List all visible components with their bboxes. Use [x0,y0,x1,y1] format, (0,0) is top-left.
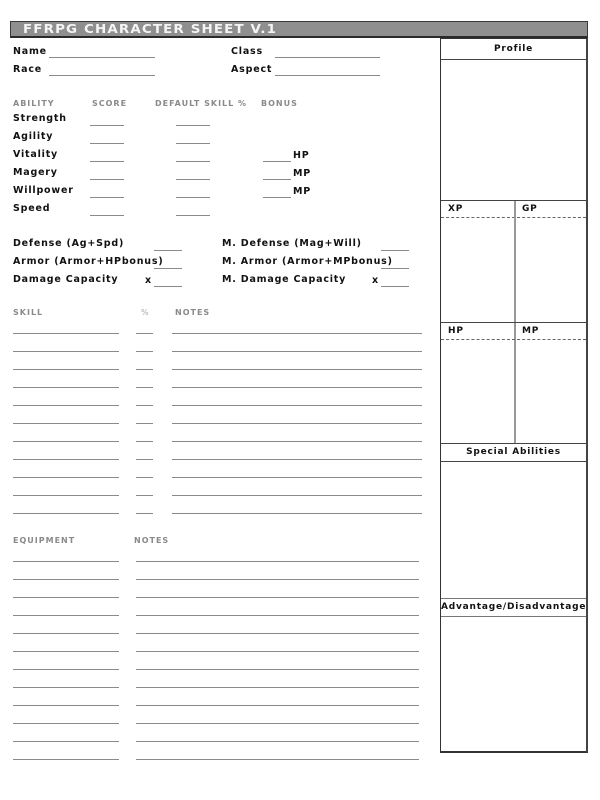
skill-notes-field[interactable] [172,369,422,370]
skill-name-field[interactable] [13,369,119,370]
equipment-notes-field[interactable] [136,741,419,742]
equipment-notes-field[interactable] [136,651,419,652]
default-skill-field[interactable] [176,215,210,216]
skill-percent-field[interactable] [136,387,153,388]
skill-notes-field[interactable] [172,513,422,514]
divider [441,443,586,444]
equipment-notes-field[interactable] [136,615,419,616]
derived-field[interactable] [381,268,409,269]
skill-name-field[interactable] [13,387,119,388]
ability-name: Agility [13,131,54,142]
skill-percent-field[interactable] [136,333,153,334]
score-field[interactable] [90,125,124,126]
derived-label: Armor (Armor+HPbonus) [13,256,164,267]
ability-name: Strength [13,113,67,124]
skill-name-field[interactable] [13,441,119,442]
equipment-name-field[interactable] [13,723,119,724]
skill-percent-field[interactable] [136,495,153,496]
bonus-unit: HP [293,150,310,161]
equipment-name-field[interactable] [13,633,119,634]
special-abilities-heading: Special Abilities [466,447,561,457]
equipment-notes-field[interactable] [136,669,419,670]
skill-notes-header: NOTES [175,308,211,317]
skill-name-field[interactable] [13,405,119,406]
bonus-unit: MP [293,168,312,179]
derived-label: Damage Capacity [13,274,119,285]
default-skill-field[interactable] [176,197,210,198]
skill-name-field[interactable] [13,351,119,352]
profile-heading: Profile [493,44,533,54]
skill-percent-header: % [141,308,150,317]
skill-notes-field[interactable] [172,351,422,352]
special-abilities-box[interactable] [441,462,586,597]
gp-label: GP [522,204,538,214]
default-skill-field[interactable] [176,179,210,180]
bonus-field[interactable] [263,161,291,162]
equipment-notes-field[interactable] [136,597,419,598]
skill-notes-field[interactable] [172,423,422,424]
skill-percent-field[interactable] [136,405,153,406]
skill-name-field[interactable] [13,333,119,334]
skill-percent-field[interactable] [136,477,153,478]
name-field[interactable] [49,57,155,58]
skill-notes-field[interactable] [172,333,422,334]
skill-name-field[interactable] [13,477,119,478]
equipment-name-field[interactable] [13,651,119,652]
bonus-field[interactable] [263,197,291,198]
default-skill-field[interactable] [176,125,210,126]
gp-field[interactable] [516,218,586,320]
equipment-name-field[interactable] [13,615,119,616]
score-field[interactable] [90,179,124,180]
race-label: Race [13,64,43,75]
skill-name-field[interactable] [13,459,119,460]
skill-notes-field[interactable] [172,495,422,496]
derived-label: Defense (Ag+Spd) [13,238,125,249]
equipment-header: EQUIPMENT [13,536,76,545]
skill-name-field[interactable] [13,423,119,424]
equipment-name-field[interactable] [13,741,119,742]
score-field[interactable] [90,215,124,216]
skill-percent-field[interactable] [136,441,153,442]
skill-percent-field[interactable] [136,459,153,460]
mp-label: MP [522,326,540,336]
default-skill-field[interactable] [176,143,210,144]
hp-field[interactable] [441,340,513,443]
default-skill-header: DEFAULT SKILL % [155,99,248,108]
skill-name-field[interactable] [13,495,119,496]
equipment-name-field[interactable] [13,561,119,562]
skill-notes-field[interactable] [172,441,422,442]
sidebar-panel [440,38,588,753]
equipment-notes-field[interactable] [136,723,419,724]
name-label: Name [13,46,47,57]
equipment-name-field[interactable] [13,669,119,670]
equipment-notes-field[interactable] [136,759,419,760]
advantage-heading: Advantage/Disadvantage [441,602,587,612]
aspect-field[interactable] [275,75,380,76]
default-skill-field[interactable] [176,161,210,162]
score-field[interactable] [90,143,124,144]
score-field[interactable] [90,197,124,198]
derived-field[interactable] [381,286,409,287]
skill-notes-field[interactable] [172,477,422,478]
xp-field[interactable] [441,218,513,320]
equipment-name-field[interactable] [13,759,119,760]
bonus-header: BONUS [261,99,298,108]
skill-percent-field[interactable] [136,423,153,424]
mp-field[interactable] [516,340,586,443]
bonus-field[interactable] [263,179,291,180]
class-field[interactable] [275,57,380,58]
ability-name: Magery [13,167,58,178]
skill-percent-field[interactable] [136,369,153,370]
title-bar [10,21,588,38]
derived-field[interactable] [381,250,409,251]
score-field[interactable] [90,161,124,162]
aspect-label: Aspect [231,64,273,75]
derived-label: M. Armor (Armor+MPbonus) [222,256,393,267]
sheet-title: FFRPG CHARACTER SHEET V.1 [23,22,278,36]
bonus-unit: MP [293,186,312,197]
equipment-name-field[interactable] [13,579,119,580]
multiplier-prefix: x [145,275,152,286]
derived-label: M. Damage Capacity [222,274,347,285]
derived-field[interactable] [154,268,182,269]
advantage-box[interactable] [441,617,586,749]
multiplier-prefix: x [372,275,379,286]
skill-name-field[interactable] [13,513,119,514]
equipment-notes-field[interactable] [136,687,419,688]
xp-label: XP [448,204,464,214]
skill-notes-field[interactable] [172,405,422,406]
ability-name: Speed [13,203,51,214]
profile-box[interactable] [441,60,586,200]
ability-name: Vitality [13,149,59,160]
equipment-name-field[interactable] [13,687,119,688]
skill-percent-field[interactable] [136,513,153,514]
equipment-notes-field[interactable] [136,579,419,580]
derived-field[interactable] [154,286,182,287]
skill-notes-field[interactable] [172,387,422,388]
equipment-notes-field[interactable] [136,561,419,562]
equipment-name-field[interactable] [13,597,119,598]
equipment-name-field[interactable] [13,705,119,706]
score-header: SCORE [92,99,128,108]
derived-label: M. Defense (Mag+Will) [222,238,362,249]
divider [441,322,586,323]
divider [441,598,586,599]
equipment-notes-field[interactable] [136,633,419,634]
equipment-notes-header: NOTES [134,536,170,545]
hp-label: HP [448,326,464,336]
skill-percent-field[interactable] [136,351,153,352]
skill-notes-field[interactable] [172,459,422,460]
race-field[interactable] [49,75,155,76]
derived-field[interactable] [154,250,182,251]
skill-header: SKILL [13,308,44,317]
class-label: Class [231,46,263,57]
ability-name: Willpower [13,185,74,196]
equipment-notes-field[interactable] [136,705,419,706]
ability-header: ABILITY [13,99,55,108]
